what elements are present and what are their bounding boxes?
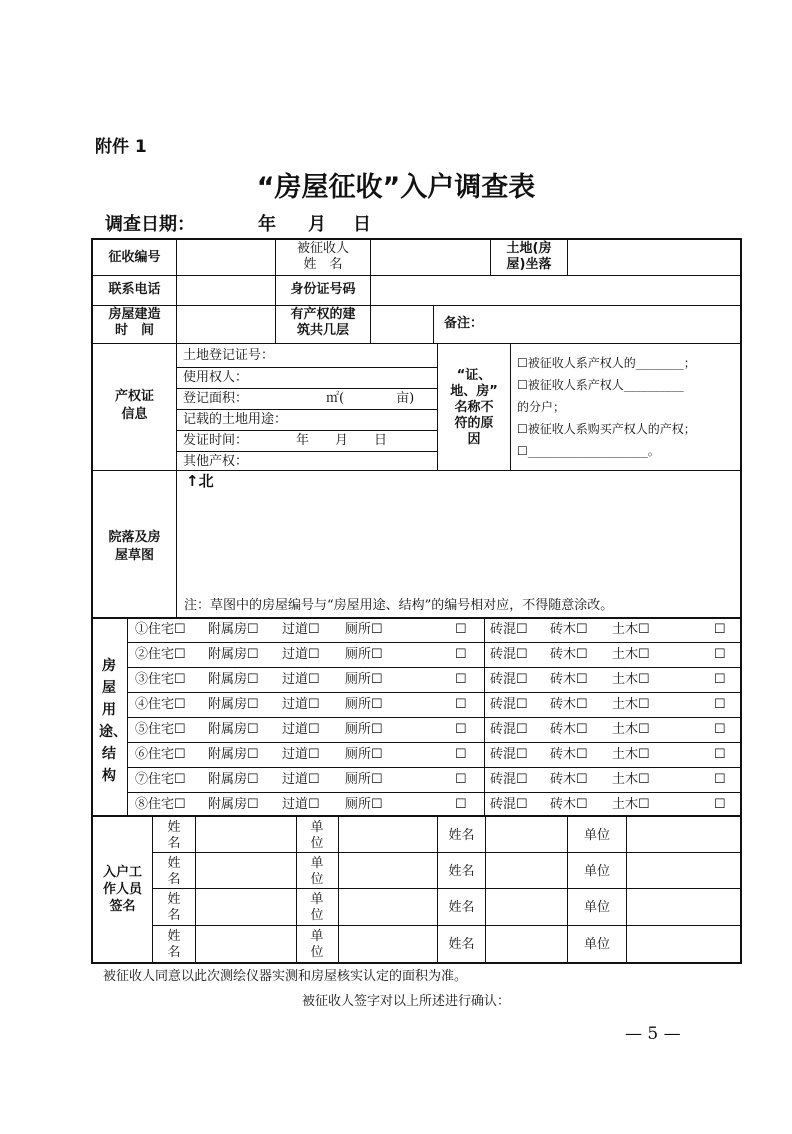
property-label-2: 信息 (121, 407, 148, 422)
residence-option[interactable]: ①住宅☐ (135, 622, 186, 637)
structure-other-checkbox[interactable]: ☐ (714, 697, 726, 712)
usage-label: 房屋用途、结构 (99, 658, 127, 784)
usage-other-checkbox[interactable]: ☐ (455, 622, 467, 637)
sketch-label-1: 院落及房 (108, 530, 161, 545)
staff-name-label: 姓名 (167, 820, 181, 851)
user-label: 使用权人： (183, 370, 249, 385)
staff-label-2: 作人员 (102, 882, 142, 897)
brick-concrete-option[interactable]: 砖混☐ (490, 622, 528, 637)
staff-unit-label: 单位 (310, 892, 324, 923)
brick-wood-option[interactable]: 砖木☐ (550, 722, 588, 737)
sketch-label-2: 屋草图 (114, 548, 154, 563)
annex-option[interactable]: 附属房☐ (208, 647, 259, 662)
staff-name-label: 姓名 (167, 856, 181, 887)
toilet-option[interactable]: 厕所☐ (345, 772, 383, 787)
brick-wood-option[interactable]: 砖木☐ (550, 747, 588, 762)
staff-label-1: 入户工 (102, 865, 142, 880)
usage-other-checkbox[interactable]: ☐ (455, 697, 467, 712)
annex-option[interactable]: 附属房☐ (208, 722, 259, 737)
toilet-option[interactable]: 厕所☐ (345, 697, 383, 712)
staff-unit-label: 单位 (310, 856, 324, 887)
passage-option[interactable]: 过道☐ (282, 747, 320, 762)
location-label-1: 土地(房 (506, 241, 552, 256)
residence-option[interactable]: ⑤住宅☐ (135, 722, 186, 737)
earth-wood-option[interactable]: 土木☐ (612, 697, 650, 712)
toilet-option[interactable]: 厕所☐ (345, 672, 383, 687)
toilet-option[interactable]: 厕所☐ (345, 747, 383, 762)
phone-label: 联系电话 (108, 282, 161, 297)
land-use-label: 记载的土地用途： (183, 412, 288, 427)
mismatch-label-1: “证、 (456, 368, 492, 383)
passage-option[interactable]: 过道☐ (282, 672, 320, 687)
confirmation-text: 被征收人签字对以上所述进行确认： (302, 994, 511, 1009)
residence-option[interactable]: ⑥住宅☐ (135, 747, 186, 762)
survey-date-label: 调查日期： (105, 214, 195, 235)
mismatch-label-5: 因 (467, 432, 481, 447)
brick-wood-option[interactable]: 砖木☐ (550, 672, 588, 687)
mismatch-label-3: 名称不 (454, 400, 494, 415)
location-label-2: 屋)坐落 (506, 257, 552, 272)
structure-other-checkbox[interactable]: ☐ (714, 722, 726, 737)
serial-no-label: 征收编号 (108, 250, 161, 265)
earth-wood-option[interactable]: 土木☐ (612, 797, 650, 812)
reason-option-2-cont: 的分户； (517, 400, 566, 414)
staff-unit-label: 单位 (583, 900, 610, 915)
survey-date-day: 日 (353, 214, 371, 235)
reason-option-2[interactable]: ☐被征收人系产权人__________ (517, 378, 684, 392)
structure-other-checkbox[interactable]: ☐ (714, 647, 726, 662)
brick-wood-option[interactable]: 砖木☐ (550, 622, 588, 637)
staff-name-label: 姓名 (448, 937, 475, 952)
earth-wood-option[interactable]: 土木☐ (612, 622, 650, 637)
area-label: 登记面积： (183, 391, 249, 406)
mismatch-label-4: 符的原 (454, 416, 494, 431)
other-rights-label: 其他产权： (183, 454, 249, 469)
toilet-option[interactable]: 厕所☐ (345, 722, 383, 737)
staff-name-label: 姓名 (448, 864, 475, 879)
build-time-label-2: 时 间 (114, 323, 154, 338)
page-number: — 5 — (625, 1024, 681, 1044)
annex-option[interactable]: 附属房☐ (208, 797, 259, 812)
staff-name-label: 姓名 (167, 892, 181, 923)
reason-option-4[interactable]: ☐____________________。 (517, 444, 660, 458)
toilet-option[interactable]: 厕所☐ (345, 797, 383, 812)
structure-other-checkbox[interactable]: ☐ (714, 772, 726, 787)
brick-wood-option[interactable]: 砖木☐ (550, 772, 588, 787)
staff-unit-label: 单位 (310, 929, 324, 960)
annex-option[interactable]: 附属房☐ (208, 747, 259, 762)
passage-option[interactable]: 过道☐ (282, 772, 320, 787)
residence-option[interactable]: ⑧住宅☐ (135, 797, 186, 812)
floors-label-1: 有产权的建 (290, 307, 356, 322)
brick-concrete-option[interactable]: 砖混☐ (490, 797, 528, 812)
toilet-option[interactable]: 厕所☐ (345, 647, 383, 662)
brick-wood-option[interactable]: 砖木☐ (550, 797, 588, 812)
staff-label-3: 签名 (109, 899, 136, 914)
staff-unit-label: 单位 (583, 828, 610, 843)
issue-time-label: 发证时间： (183, 433, 249, 448)
residence-option[interactable]: ③住宅☐ (135, 672, 186, 687)
toilet-option[interactable]: 厕所☐ (345, 622, 383, 637)
passage-option[interactable]: 过道☐ (282, 722, 320, 737)
remark-label: 备注： (444, 316, 484, 331)
staff-name-label: 姓名 (167, 929, 181, 960)
annex-option[interactable]: 附属房☐ (208, 697, 259, 712)
brick-concrete-option[interactable]: 砖混☐ (490, 672, 528, 687)
expropriatee-name-label-2: 姓 名 (303, 257, 343, 272)
reason-option-1[interactable]: ☐被征收人系产权人的________； (517, 356, 696, 370)
annex-option[interactable]: 附属房☐ (208, 622, 259, 637)
staff-name-label: 姓名 (448, 900, 475, 915)
usage-other-checkbox[interactable]: ☐ (455, 772, 467, 787)
brick-wood-option[interactable]: 砖木☐ (550, 647, 588, 662)
land-cert-no-label: 土地登记证号： (183, 348, 275, 363)
earth-wood-option[interactable]: 土木☐ (612, 722, 650, 737)
agreement-text: 被征收人同意以此次测绘仪器实测和房屋核实认定的面积为准。 (103, 969, 468, 984)
structure-other-checkbox[interactable]: ☐ (714, 797, 726, 812)
brick-concrete-option[interactable]: 砖混☐ (490, 747, 528, 762)
annex-option[interactable]: 附属房☐ (208, 772, 259, 787)
passage-option[interactable]: 过道☐ (282, 797, 320, 812)
passage-option[interactable]: 过道☐ (282, 647, 320, 662)
expropriatee-name-label-1: 被征收人 (296, 241, 349, 256)
earth-wood-option[interactable]: 土木☐ (612, 747, 650, 762)
staff-unit-label: 单位 (310, 820, 324, 851)
brick-concrete-option[interactable]: 砖混☐ (490, 772, 528, 787)
residence-option[interactable]: ②住宅☐ (135, 647, 186, 662)
usage-other-checkbox[interactable]: ☐ (455, 722, 467, 737)
structure-other-checkbox[interactable]: ☐ (714, 747, 726, 762)
floors-label-2: 筑共几层 (296, 323, 349, 338)
staff-unit-label: 单位 (583, 864, 610, 879)
reason-option-3[interactable]: ☐被征收人系购买产权人的产权； (517, 422, 696, 436)
page-title: “房屋征收”入户调查表 (256, 172, 536, 203)
survey-date-month: 月 (308, 214, 326, 235)
residence-option[interactable]: ⑦住宅☐ (135, 772, 186, 787)
north-arrow-icon: ↑北 (186, 472, 214, 490)
structure-other-checkbox[interactable]: ☐ (714, 672, 726, 687)
staff-name-label: 姓名 (448, 828, 475, 843)
earth-wood-option[interactable]: 土木☐ (612, 647, 650, 662)
brick-concrete-option[interactable]: 砖混☐ (490, 697, 528, 712)
build-time-label-1: 房屋建造 (108, 307, 161, 322)
earth-wood-option[interactable]: 土木☐ (612, 672, 650, 687)
annex-option[interactable]: 附属房☐ (208, 672, 259, 687)
property-label-1: 产权证 (114, 389, 154, 404)
usage-other-checkbox[interactable]: ☐ (455, 647, 467, 662)
attachment-label: 附件 1 (95, 137, 147, 157)
passage-option[interactable]: 过道☐ (282, 622, 320, 637)
earth-wood-option[interactable]: 土木☐ (612, 772, 650, 787)
brick-wood-option[interactable]: 砖木☐ (550, 697, 588, 712)
mismatch-label-2: 地、房” (450, 384, 498, 399)
staff-unit-label: 单位 (583, 937, 610, 952)
brick-concrete-option[interactable]: 砖混☐ (490, 647, 528, 662)
area-unit: ㎡( 亩) (326, 391, 415, 406)
sketch-note: 注：草图中的房屋编号与“房屋用途、结构”的编号相对应，不得随意涂改。 (184, 598, 614, 613)
structure-other-checkbox[interactable]: ☐ (714, 622, 726, 637)
survey-date-year: 年 (258, 214, 276, 235)
passage-option[interactable]: 过道☐ (282, 697, 320, 712)
usage-other-checkbox[interactable]: ☐ (455, 747, 467, 762)
usage-other-checkbox[interactable]: ☐ (455, 672, 467, 687)
brick-concrete-option[interactable]: 砖混☐ (490, 722, 528, 737)
id-no-label: 身份证号码 (290, 282, 356, 297)
usage-other-checkbox[interactable]: ☐ (455, 797, 467, 812)
issue-time-ymd: 年 月 日 (296, 433, 388, 448)
residence-option[interactable]: ④住宅☐ (135, 697, 186, 712)
